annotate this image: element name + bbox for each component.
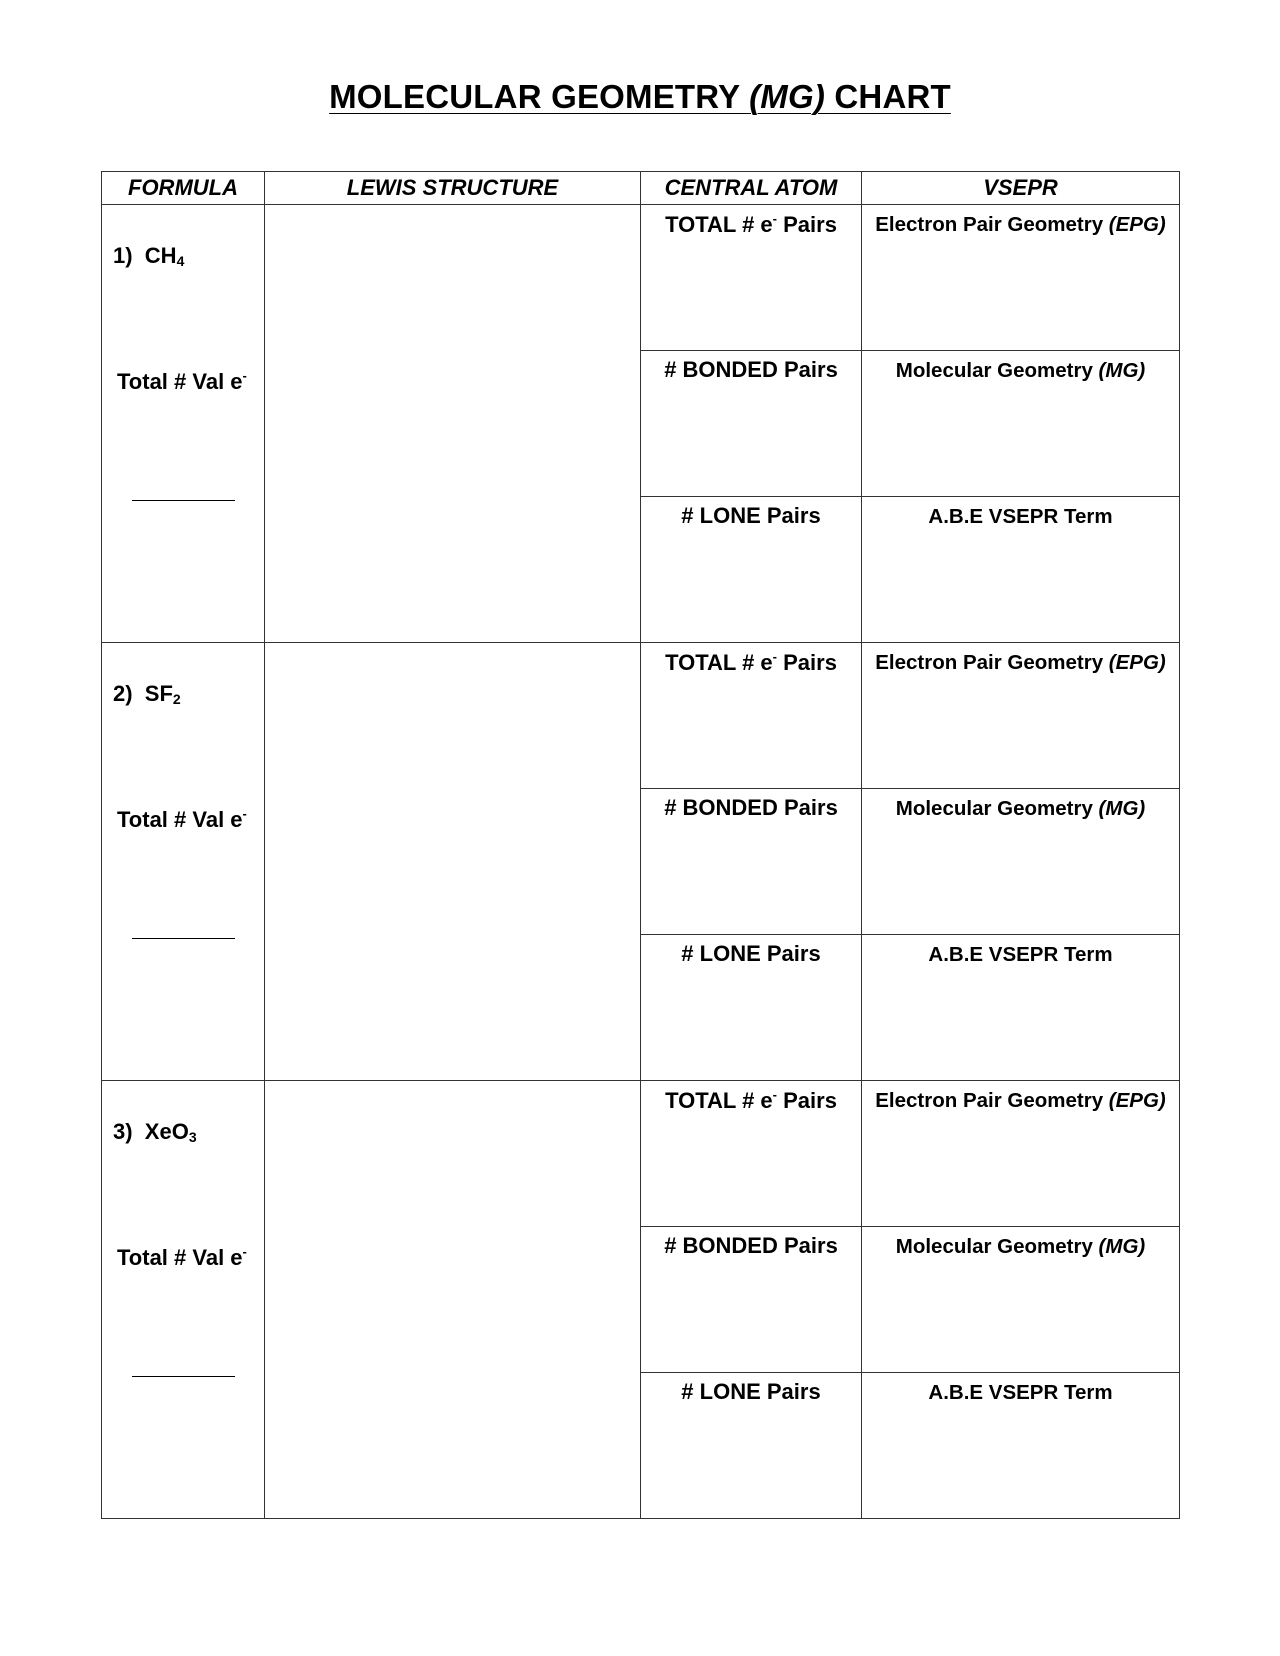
total-valence-label: Total # Val e- xyxy=(117,368,247,394)
lone-pairs-cell[interactable]: # LONE Pairs xyxy=(641,497,862,643)
total-pairs-cell[interactable]: TOTAL # e- Pairs xyxy=(641,643,862,789)
formula-name: 3) XeO$_3$ xyxy=(113,1119,197,1145)
abe-term-cell[interactable]: A.B.E VSEPR Term xyxy=(862,935,1180,1081)
bonded-pairs-cell[interactable]: # BONDED Pairs xyxy=(641,789,862,935)
total-valence-label: Total # Val e- xyxy=(117,806,247,832)
formula-cell xyxy=(102,1081,265,1519)
mg-cell[interactable]: Molecular Geometry (MG) xyxy=(862,351,1180,497)
formula-name: 1) $CH_4$ xyxy=(113,243,185,269)
total-pairs-cell[interactable]: TOTAL # e- Pairs xyxy=(641,1081,862,1227)
formula-name: 2) $SF_2$ xyxy=(113,681,181,707)
header-vsepr: VSEPR xyxy=(862,172,1180,205)
lone-pairs-cell[interactable]: # LONE Pairs xyxy=(641,935,862,1081)
page-title: MOLECULAR GEOMETRY (MG) CHART xyxy=(329,78,951,115)
abe-term-cell[interactable]: A.B.E VSEPR Term xyxy=(862,497,1180,643)
lone-pairs-cell[interactable]: # LONE Pairs xyxy=(641,1373,862,1519)
epg-cell[interactable]: Electron Pair Geometry (EPG) xyxy=(862,643,1180,789)
epg-cell[interactable]: Electron Pair Geometry (EPG) xyxy=(862,205,1180,351)
formula-cell xyxy=(102,205,265,643)
geometry-table xyxy=(101,171,1180,1519)
formula-cell xyxy=(102,643,265,1081)
answer-blank[interactable] xyxy=(132,1376,235,1377)
total-pairs-cell[interactable]: TOTAL # e- Pairs xyxy=(641,205,862,351)
header-central-atom: CENTRAL ATOM xyxy=(641,172,862,205)
answer-blank[interactable] xyxy=(132,500,235,501)
bonded-pairs-cell[interactable]: # BONDED Pairs xyxy=(641,351,862,497)
answer-blank[interactable] xyxy=(132,938,235,939)
bonded-pairs-cell[interactable]: # BONDED Pairs xyxy=(641,1227,862,1373)
mg-cell[interactable]: Molecular Geometry (MG) xyxy=(862,1227,1180,1373)
lewis-structure-cell[interactable] xyxy=(265,643,641,1081)
header-formula: FORMULA xyxy=(102,172,265,205)
abe-term-cell[interactable]: A.B.E VSEPR Term xyxy=(862,1373,1180,1519)
epg-cell[interactable]: Electron Pair Geometry (EPG) xyxy=(862,1081,1180,1227)
lewis-structure-cell[interactable] xyxy=(265,1081,641,1519)
lewis-structure-cell[interactable] xyxy=(265,205,641,643)
header-lewis-structure: LEWIS STRUCTURE xyxy=(265,172,641,205)
mg-cell[interactable]: Molecular Geometry (MG) xyxy=(862,789,1180,935)
total-valence-label: Total # Val e- xyxy=(117,1244,247,1270)
